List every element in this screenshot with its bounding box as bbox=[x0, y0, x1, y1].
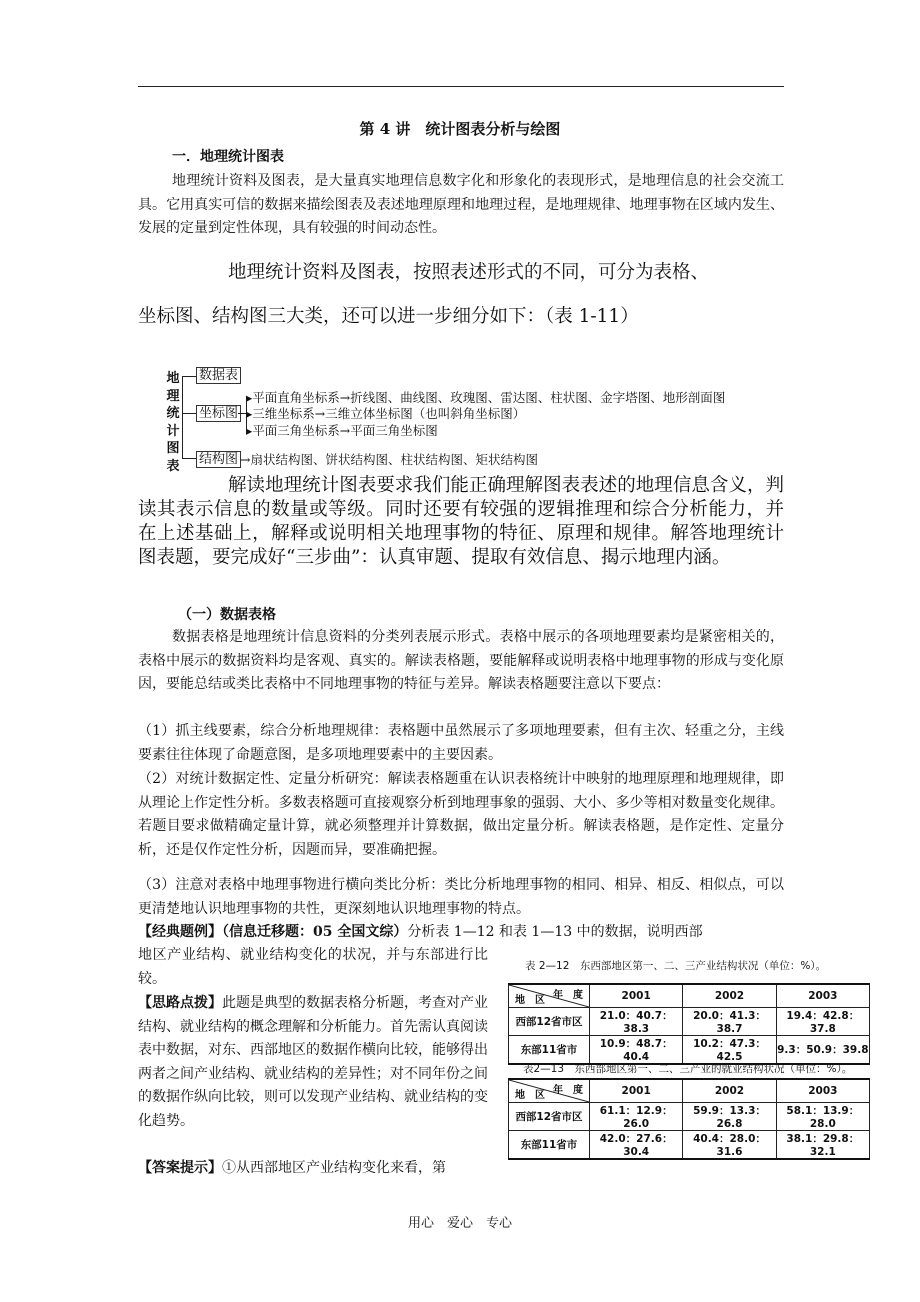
example-line: 【经典题例】（信息迁移题：05 全国文综）分析表 1—12 和表 1—13 中的数据，说明西部 bbox=[138, 924, 703, 940]
example-label: 【经典题例】 bbox=[138, 924, 222, 940]
point-3: （3）注意对表格中地理事物进行横向类比分析：类比分析地理事物的相同、相异、相反、相似点，可以更清楚地认识地理事物的共性，更深刻地认识地理事物的特点。 bbox=[138, 877, 784, 917]
table13-caption: 表2—13 东西部地区第一、二、三产业的就业结构状况（单位：%）。 bbox=[523, 1063, 853, 1075]
big-paragraph-2: 解读地理统计图表要求我们能正确理解图表表述的地理信息含义，判读其表示信息的数量或等级。同时还要有较强的逻辑推理和综合分析能力，并在上述基础上，解释或说明相关地理事物的特征、原理和规律。解答地理统计图表题，要完成好“三步曲”：认真审题、提取有效信息、揭示地理内涵。 bbox=[138, 475, 784, 568]
table-row: 东部11省市 42.0：27.6：30.4 40.4：28.0：31.6 38.1：29.8：32.1 bbox=[509, 1131, 870, 1160]
table12-year: 2002 bbox=[683, 984, 776, 1008]
table13 bbox=[508, 1078, 870, 1160]
coord-line-1: ▸平面直角坐标系→折线图、曲线图、玫瑰图、雷达图、柱状图、金字塔图、地形剖面图 bbox=[246, 390, 726, 405]
table-row: 西部12省市区 61.1：12.9：26.0 59.9：13.3：26.8 58.1：13.9：28.0 bbox=[509, 1103, 870, 1131]
table13-year: 2002 bbox=[683, 1079, 776, 1103]
table-row: 东部11省市 10.9：48.7：40.4 10.2：47.3：42.5 9.3：50.9：39.8 bbox=[509, 1036, 870, 1065]
data-table-node: 数据表 bbox=[196, 367, 241, 384]
table12-year: 2001 bbox=[590, 984, 683, 1008]
example-source: （信息迁移题：05 全国文综） bbox=[222, 924, 408, 940]
structure-chart-node: 结构图 bbox=[196, 451, 241, 468]
table-intro-paragraph: 数据表格是地理统计信息资料的分类列表展示形式。表格中展示的各项地理要素均是紧密相关的，表格中展示的数据资料均是客观、真实的。解读表格题，要能解释或说明表格中地理事物的形成与变化原因，要能总结或类比表格中不同地理事物的特征与差异。解读表格题要注意以下要点： bbox=[138, 629, 784, 692]
page-title: 第 4 讲 统计图表分析与绘图 bbox=[359, 120, 561, 138]
table-row: 西部12省市区 21.0：40.7：38.3 20.0：41.3：38.7 19.4：42.8：37.8 bbox=[509, 1008, 870, 1036]
table13-year: 2003 bbox=[776, 1079, 869, 1103]
section-heading: 一．地理统计图表 bbox=[172, 149, 284, 165]
hint-paragraph: 【思路点拨】此题是典型的数据表格分析题，考查对产业结构、就业结构的概念理解和分析能力。首先需认真阅读表中数据，对东、西部地区的数据作横向比较，能够得出两者之间产业结构、就业结构的差异性；对不同年份之间的数据作纵向比较，则可以发现产业结构、就业结构的变化趋势。 bbox=[138, 995, 488, 1129]
coord-line-2: ▸三维坐标系→三维立体坐标图（也叫斜角坐标图） bbox=[246, 406, 526, 421]
coord-line-3: ▸平面三角坐标系→平面三角坐标图 bbox=[246, 423, 438, 438]
top-rule bbox=[138, 86, 784, 87]
coord-chart-node: 坐标图 bbox=[196, 405, 241, 422]
big-line-2: 坐标图、结构图三大类，还可以进一步细分如下：（表 1-11） bbox=[138, 306, 639, 327]
subsection-heading: （一）数据表格 bbox=[178, 607, 276, 623]
example-question-rest: 地区产业结构、就业结构变化的状况，并与东部进行比较。 bbox=[138, 947, 488, 987]
point-2: （2）对统计数据定性、定量分析研究：解读表格题重在认识表格统计中映射的地理原理和地理规律，即从理论上作定性分析。多数表格题可直接观察分析到地理事象的强弱、大小、多少等相对数量变化规律。若题目要求做精确定量计算，就必须整理并计算数据，做出定量分析。解读表格题，是作定性、定量分析，还是仅作定性分析，因题而异，要准确把握。 bbox=[138, 771, 784, 858]
page-footer: 用心 爱心 专心 bbox=[407, 1216, 512, 1231]
table12 bbox=[508, 983, 870, 1065]
table12-caption: 表 2—12 东西部地区第一、二、三产业结构状况（单位：%）。 bbox=[525, 960, 827, 972]
structure-line: →扇状结构图、饼状结构图、柱状结构图、矩状结构图 bbox=[240, 452, 538, 467]
table13-year: 2001 bbox=[590, 1079, 683, 1103]
answer-line: 【答案提示】①从西部地区产业结构变化来看，第 bbox=[138, 1160, 446, 1176]
point-1: （1）抓主线要素，综合分析地理规律：表格题中虽然展示了多项地理要素，但有主次、轻重之分，主线要素往往体现了命题意图，是多项地理要素中的主要因素。 bbox=[138, 723, 784, 763]
table12-corner: 年 度 地 区 bbox=[509, 984, 590, 1008]
big-line-1: 地理统计资料及图表，按照表述形式的不同，可分为表格、 bbox=[228, 262, 710, 283]
diagram-bracket bbox=[182, 376, 191, 458]
table13-corner: 年 度 地 区 bbox=[509, 1079, 590, 1103]
table12-year: 2003 bbox=[776, 984, 869, 1008]
diagram-root-label: 地 理 统 计 图 表 bbox=[166, 371, 180, 474]
intro-paragraph: 地理统计资料及图表，是大量真实地理信息数字化和形象化的表现形式，是地理信息的社会交流工具。它用真实可信的数据来描绘图表及表述地理原理和地理过程，是地理规律、地理事物在区域内发生、发展的定量到定性体现，具有较强的时间动态性。 bbox=[138, 173, 784, 236]
